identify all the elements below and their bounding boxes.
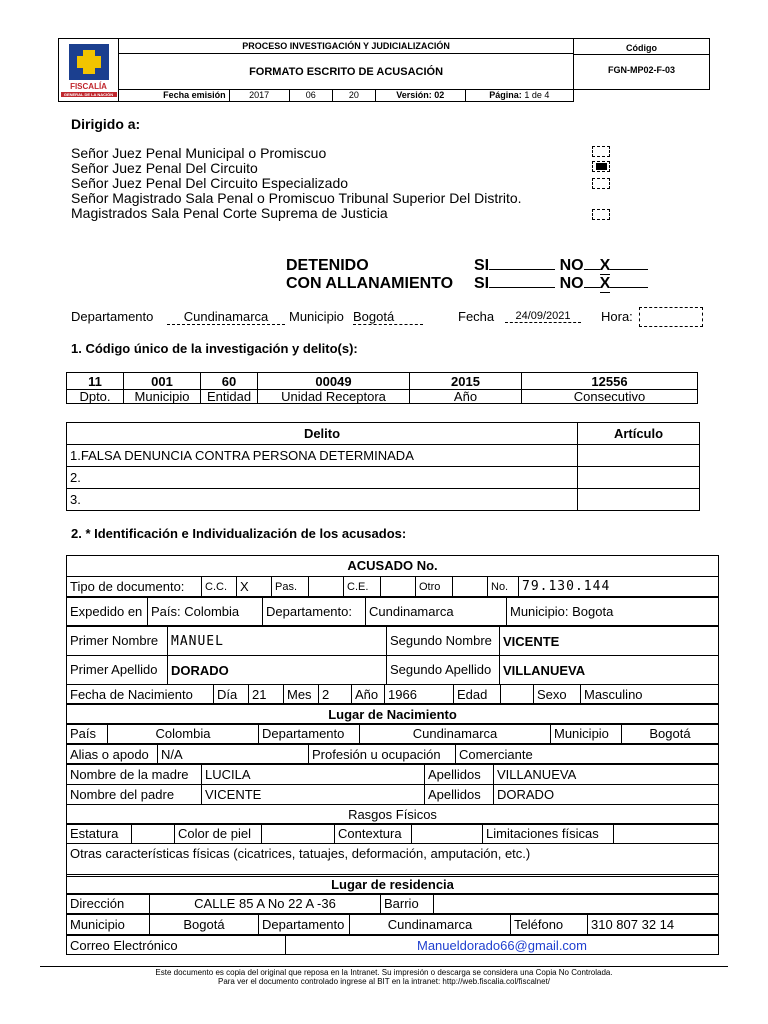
otro-label: Otro (416, 577, 453, 597)
ce-label: C.E. (344, 577, 381, 597)
code-unidad: 00049 (258, 373, 410, 390)
dirigido-item-municipal: Señor Juez Penal Municipal o Promiscuo (71, 145, 327, 161)
detenido-mark: X (599, 257, 611, 274)
logo-subtext: GENERAL DE LA NACIÓN (61, 92, 117, 97)
correo-label: Correo Electrónico (67, 936, 286, 955)
edad-value[interactable] (501, 685, 534, 704)
primer-nombre-label: Primer Nombre (67, 627, 168, 656)
madre-apellidos-value[interactable]: VILLANUEVA (494, 765, 719, 785)
correo-value[interactable]: Manueldorado66@gmail.com (286, 936, 719, 955)
acusado-form (66, 555, 719, 955)
estatura-value[interactable] (132, 824, 175, 844)
color-piel-value[interactable] (262, 824, 335, 844)
allanamiento-row (286, 275, 648, 293)
no-label: No. (488, 577, 519, 597)
padre-label: Nombre del padre (67, 785, 202, 805)
direccion-row (66, 893, 719, 914)
names-table (66, 626, 719, 685)
mes-value[interactable]: 2 (319, 685, 352, 704)
tipo-doc-label: Tipo de documento: (67, 577, 202, 597)
fiscalia-logo-icon (61, 42, 117, 84)
primer-apellido-label: Primer Apellido (67, 656, 168, 685)
articulo-row-2[interactable] (578, 467, 700, 489)
checkbox-circuito[interactable] (592, 161, 610, 172)
fecha-nacimiento-row (66, 684, 719, 704)
sexo-label: Sexo (534, 685, 581, 704)
ano-value[interactable]: 1966 (385, 685, 454, 704)
municipio-value: Bogotá (353, 309, 423, 325)
fecha-year: 2017 (229, 89, 289, 101)
limitaciones-value[interactable] (614, 824, 719, 844)
label-entidad: Entidad (201, 390, 258, 404)
fecha-value: 24/09/2021 (505, 310, 581, 323)
departamento-nac-label: Departamento (259, 724, 360, 744)
fecha-month: 06 (289, 89, 332, 101)
delito-row-2: 2. (67, 467, 578, 489)
dirigido-title: Dirigido a: (71, 116, 141, 132)
detenido-label: DETENIDO (286, 257, 369, 274)
telefono-label: Teléfono (511, 915, 588, 935)
pas-box[interactable] (309, 577, 344, 597)
madre-value[interactable]: LUCILA (202, 765, 425, 785)
otro-box[interactable] (453, 577, 488, 597)
madre-label: Nombre de la madre (67, 765, 202, 785)
dirigido-list (71, 146, 522, 221)
checkbox-municipal[interactable] (592, 146, 610, 157)
padres-table (66, 764, 719, 805)
dia-label: Día (214, 685, 249, 704)
label-ano: Año (410, 390, 522, 404)
telefono-value[interactable]: 310 807 32 14 (588, 915, 719, 935)
lugar-nacimiento-row (66, 723, 719, 744)
municipio-expedicion: Municipio: Bogota (507, 598, 719, 626)
process-title: PROCESO INVESTIGACIÓN Y JUDICIALIZACIÓN (119, 39, 574, 54)
hora-input[interactable] (639, 307, 703, 327)
section2-title: 2. * Identificación e Individualización de los acusados: (71, 526, 407, 541)
direccion-label: Dirección (67, 894, 150, 914)
dirigido-item-especializado: Señor Juez Penal Del Circuito Especializado (71, 175, 349, 191)
segundo-apellido-value[interactable]: VILLANUEVA (500, 656, 719, 685)
dirigido-item-corte: Magistrados Sala Penal Corte Suprema de Justicia (71, 205, 388, 221)
dirigido-item-tribunal: Señor Magistrado Sala Penal o Promiscuo Tribunal Superior Del Distrito. (71, 190, 522, 206)
fecha-emision-label: Fecha emisión (119, 89, 230, 101)
municipio-nac-label: Municipio (551, 724, 622, 744)
codigo-table (66, 372, 698, 404)
departamento-label: Departamento (71, 309, 154, 324)
correo-row (66, 935, 719, 955)
delito-header: Delito (67, 423, 578, 445)
logo-cell (59, 39, 119, 102)
tipo-doc-row (66, 576, 719, 597)
page-value: 1 de 4 (524, 90, 550, 101)
departamento-res-label: Departamento (259, 915, 350, 935)
rasgos-row (66, 823, 719, 844)
pais-label: País (67, 724, 108, 744)
footer-divider (40, 966, 728, 967)
version: Versión: 02 (376, 89, 466, 101)
barrio-label: Barrio (381, 894, 434, 914)
doc-number[interactable]: 79.130.144 (519, 577, 719, 597)
departamento-res-value[interactable]: Cundinamarca (350, 915, 511, 935)
lugar-nacimiento-title: Lugar de Nacimiento (66, 704, 719, 725)
segundo-apellido-label: Segundo Apellido (387, 656, 500, 685)
fecha-day: 20 (332, 89, 375, 101)
document-title: FORMATO ESCRITO DE ACUSACIÓN (119, 54, 574, 89)
code-cell (574, 39, 710, 90)
departamento-label-2: Departamento: (263, 598, 366, 626)
fecha-label: Fecha (458, 309, 495, 324)
page-number (465, 89, 574, 101)
padre-apellidos-value[interactable]: DORADO (494, 785, 719, 805)
delito-row-1: 1.FALSA DENUNCIA CONTRA PERSONA DETERMINADA (67, 445, 578, 467)
municipio-nac-value[interactable]: Bogotá (622, 724, 719, 744)
profesion-label: Profesión u ocupación (309, 745, 456, 764)
limitaciones-label: Limitaciones físicas (483, 824, 614, 844)
allanamiento-mark: X (599, 275, 611, 292)
municipio-row (66, 914, 719, 935)
dirigido-item-circuito: Señor Juez Penal Del Circuito (71, 160, 258, 176)
departamento-value: Cundinamarca (167, 309, 285, 325)
mes-label: Mes (284, 685, 319, 704)
footer (40, 968, 728, 986)
logo-text: FISCALÍA (70, 82, 107, 91)
primer-nombre-value[interactable]: MANUEL (168, 627, 387, 656)
code-consecutivo: 12556 (522, 373, 698, 390)
articulo-row-3[interactable] (578, 489, 700, 511)
cc-label: C.C. (202, 577, 237, 597)
detenido-row (286, 257, 648, 275)
section1-title: 1. Código único de la investigación y delito(s): (71, 341, 358, 356)
lugar-residencia-title: Lugar de residencia (66, 874, 719, 895)
label-dpto: Dpto. (67, 390, 124, 404)
direccion-value[interactable]: CALLE 85 A No 22 A -36 (150, 894, 381, 914)
header-table (58, 38, 710, 102)
departamento-nac-value[interactable]: Cundinamarca (360, 724, 551, 744)
label-unidad: Unidad Receptora (258, 390, 410, 404)
departamento-expedicion: Cundinamarca (366, 598, 507, 626)
allanamiento-si: SI (474, 275, 490, 292)
articulo-row-1[interactable] (578, 445, 700, 467)
alias-label: Alias o apodo (67, 745, 158, 764)
primer-apellido-value[interactable]: DORADO (168, 656, 387, 685)
code-entidad: 60 (201, 373, 258, 390)
label-municipio: Municipio (124, 390, 201, 404)
pas-label: Pas. (272, 577, 309, 597)
profesion-value[interactable]: Comerciante (456, 745, 719, 764)
footer-line-1: Este documento es copia del original que reposa en la Intranet. Su impresión o descarga se considera una Copia No Controlada. (155, 968, 613, 977)
madre-apellidos-label: Apellidos (425, 765, 494, 785)
code-value: FGN-MP02-F-03 (608, 65, 676, 76)
alias-value[interactable]: N/A (158, 745, 309, 764)
municipio-res-label: Municipio (67, 915, 150, 935)
page-label: Página: (489, 90, 522, 101)
articulo-header: Artículo (578, 423, 700, 445)
municipio-label: Municipio (289, 309, 344, 324)
padre-apellidos-label: Apellidos (425, 785, 494, 805)
code-label: Código (574, 42, 709, 55)
ce-box[interactable] (381, 577, 416, 597)
barrio-value[interactable] (434, 894, 719, 914)
alias-row (66, 744, 719, 764)
otras-caracteristicas[interactable]: Otras características físicas (cicatrices, tatuajes, deformación, amputación, etc.) (66, 843, 719, 877)
padre-value[interactable]: VICENTE (202, 785, 425, 805)
municipio-res-value[interactable]: Bogotá (150, 915, 259, 935)
sexo-value[interactable]: Masculino (581, 685, 719, 704)
fecha-nacimiento-label: Fecha de Nacimiento (67, 685, 214, 704)
edad-label: Edad (454, 685, 501, 704)
checkbox-corte[interactable] (592, 209, 610, 220)
detenido-block (286, 257, 648, 293)
color-piel-label: Color de piel (175, 824, 262, 844)
segundo-nombre-value[interactable]: VICENTE (500, 627, 719, 656)
code-ano: 2015 (410, 373, 522, 390)
detenido-no: NO (559, 257, 584, 274)
ano-label: Año (352, 685, 385, 704)
dia-value[interactable]: 21 (249, 685, 284, 704)
cc-mark[interactable]: X (237, 577, 272, 597)
estatura-label: Estatura (67, 824, 132, 844)
segundo-nombre-label: Segundo Nombre (387, 627, 500, 656)
allanamiento-no: NO (559, 275, 584, 292)
allanamiento-label: CON ALLANAMIENTO (286, 275, 454, 292)
label-consecutivo: Consecutivo (522, 390, 698, 404)
expedido-label: Expedido en (67, 598, 148, 626)
hora-label: Hora: (601, 309, 633, 324)
delito-table (66, 422, 700, 511)
acusado-title: ACUSADO No. (66, 555, 719, 577)
detenido-si: SI (474, 257, 490, 274)
delito-row-3: 3. (67, 489, 578, 511)
footer-line-2: Para ver el documento controlado ingrese al BIT en la intranet: http://web.fiscalia.col/fiscalnet/ (217, 977, 551, 986)
pais-expedicion: País: Colombia (148, 598, 263, 626)
checkbox-especializado[interactable] (592, 178, 610, 189)
expedido-row (66, 597, 719, 626)
rasgos-title: Rasgos Físicos (66, 804, 719, 825)
contextura-label: Contextura (335, 824, 412, 844)
code-municipio: 001 (124, 373, 201, 390)
location-line (71, 309, 711, 329)
pais-value[interactable]: Colombia (108, 724, 259, 744)
contextura-value[interactable] (412, 824, 483, 844)
code-dpto: 11 (67, 373, 124, 390)
